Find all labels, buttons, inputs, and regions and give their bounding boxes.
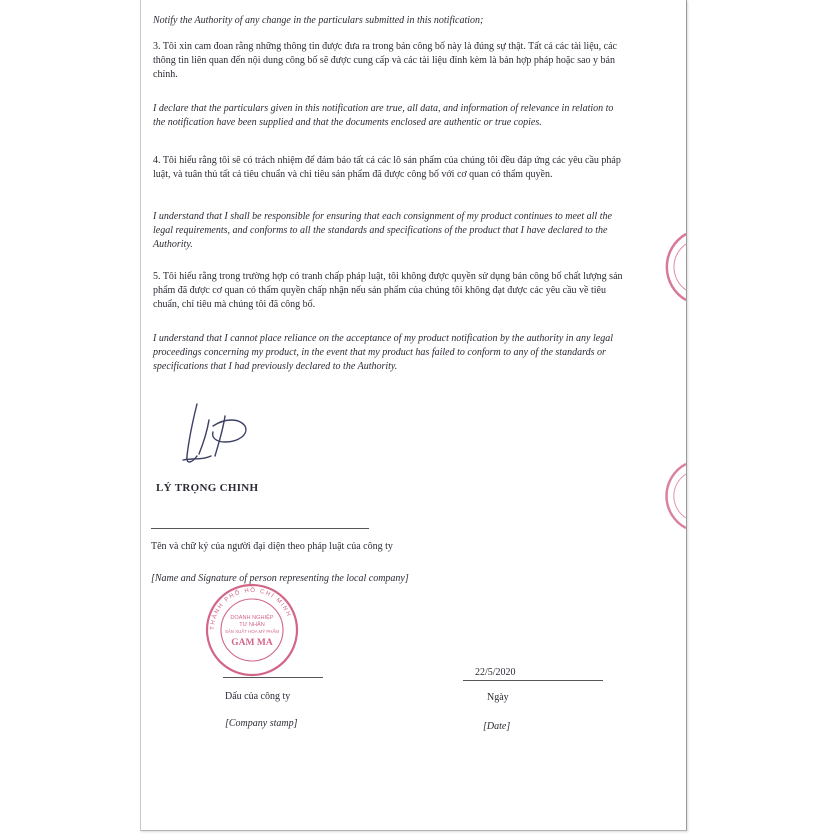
signature-line <box>151 528 369 529</box>
stamp-label-en: [Company stamp] <box>225 718 298 729</box>
date-label-vi: Ngày <box>487 692 509 703</box>
stamp-line-2: TƯ NHÂN <box>239 622 265 628</box>
date-line <box>463 680 603 681</box>
declaration-5-en: I understand that I cannot place reliance on the acceptance of my product notification by the authority in any legal proceedings concerning my product, in the event that my product has failed to conform to any of the standards or specifications that I had previously declared to the Authority. <box>153 333 613 372</box>
stamp-line <box>223 677 323 678</box>
declaration-5-vi: 5. Tôi hiểu rằng trong trường hợp có tranh chấp pháp luật, tôi không được quyền sử dụng bản công bố chất lượng sản phẩm đã được cơ quan có thẩm quyền chấp nhận nếu sản phẩm của chúng tôi không đạt được các yêu cầu về tiêu chuẩn, chỉ tiêu mà chúng tôi đã công bố. <box>153 271 623 310</box>
stamp-label-vi: Dấu của công ty <box>225 691 291 702</box>
signature-caption-en: [Name and Signature of person representing the local company] <box>151 573 409 584</box>
partial-seal-mark-top <box>661 232 686 302</box>
notify-paragraph: Notify the Authority of any change in the particulars submitted in this notification; <box>153 15 484 26</box>
stamp-company-name: GAM MA <box>231 638 273 648</box>
stamp-line-1: DOANH NGHIỆP <box>230 615 274 621</box>
declaration-4-vi: 4. Tôi hiểu rằng tôi sẽ có trách nhiệm để đảm bảo tất cả các lô sản phẩm của chúng tôi đều đáp ứng các yêu cầu pháp luật, và tuân thủ tất cả tiêu chuẩn và chỉ tiêu sản phẩm đã được công bố với cơ quan có thẩm quyền. <box>153 155 621 180</box>
company-stamp <box>204 582 300 678</box>
signature-caption-vi: Tên và chữ ký của người đại diện theo pháp luật của công ty <box>151 541 393 552</box>
declaration-4-en: I understand that I shall be responsible for ensuring that each consignment of my product continues to meet all the legal requirements, and conforms to all the standards and specifications of the product that I have declared to the Authority. <box>153 211 612 250</box>
stamp-line-3: SẢN XUẤT HÓA MỸ PHẨM <box>224 629 280 634</box>
date-value: 22/5/2020 <box>475 667 516 678</box>
signature <box>169 398 269 478</box>
company-stamp-seal <box>204 582 300 678</box>
representative-name: LÝ TRỌNG CHINH <box>156 482 259 494</box>
partial-seal-mark-bottom <box>663 462 686 530</box>
document-page <box>140 0 687 831</box>
stamp-ring-text: THÀNH PHỐ HỒ CHÍ MINH <box>209 587 292 631</box>
declaration-3-en: I declare that the particulars given in this notification are true, all data, and information of relevance in relation to the notification have been supplied and that the documents enclosed are authentic or true copies. <box>153 103 614 128</box>
declaration-3-vi: 3. Tôi xin cam đoan rằng những thông tin được đưa ra trong bản công bố này là đúng sự thật. Tất cả các tài liệu, các thông tin liên quan đến nội dung công bố sẽ được cung cấp và các tài liệu đính kèm là bản hợp pháp hoặc sao y bản chính. <box>153 41 617 80</box>
date-label-en: [Date] <box>483 721 511 732</box>
